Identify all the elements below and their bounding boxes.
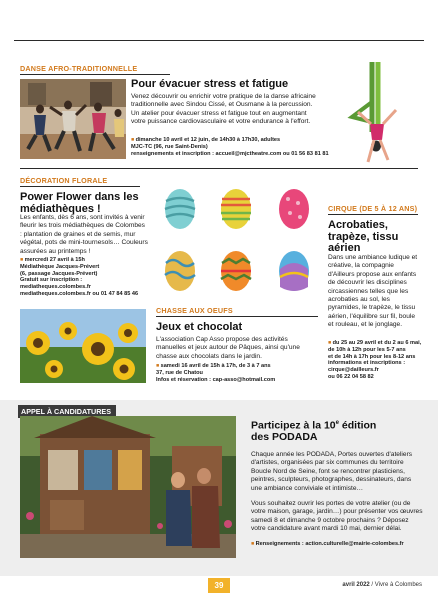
- podada-info: ■ Renseignements : action.culturelle@mairie-colombes.fr: [251, 541, 404, 547]
- bullet-icon: ■: [251, 541, 256, 547]
- section-rule-cirque: [328, 214, 418, 215]
- paques-info: ■ samedi 16 avril de 15h à 17h, de 3 à 7 ans 37, rue de Chatou Infos et réservation : cap-asso@hotmail.com: [156, 363, 276, 383]
- egg-icon: [165, 189, 195, 229]
- section-rule-danse: [20, 74, 170, 75]
- section-label-florale: DÉCORATION FLORALE: [20, 176, 108, 185]
- bullet-icon: ■: [20, 257, 25, 263]
- aerial-dancer-illustration: [338, 62, 408, 172]
- top-rule: [14, 40, 424, 41]
- florale-body: Les enfants, dès 6 ans, sont invités à venir fleurir les trois médiathèques de Colombes : plantation de graines et de semis, mur végétal, pots de mini-tournesols… Couleurs assurées au printemps !: [20, 214, 148, 255]
- bullet-icon: ■: [156, 363, 161, 369]
- florale-title: Power Flower dans les médiathèques !: [20, 191, 139, 215]
- egg-icon: [279, 189, 309, 229]
- section-label-paques: CHASSE AUX OEUFS: [156, 306, 233, 315]
- danse-body: Venez découvrir ou enrichir votre pratique de la danse africaine traditionnelle avec Sindou Cissé, et Ousmane à la percussion. Un atelier pour évacuer stress et fatigue tout en augmentant votre puissance cardiovasculaire et votre endurance à l'effort.: [131, 93, 316, 126]
- egg-icon: [221, 189, 251, 229]
- easter-eggs-illustration: [158, 183, 318, 299]
- podada-title: Participez à la 10e édition des PODADA: [251, 419, 377, 443]
- cirque-body: Dans une ambiance ludique et créative, la compagnie d'Ailleurs propose aux enfants de découvrir les disciplines circassiennes telles que les acrobaties au sol, les pyramides, le trapèze, le tissu aérien, l'équilibre sur fil, boule et rouleau, et le jonglage.: [328, 254, 418, 329]
- artist-workshop-photo: [20, 416, 236, 558]
- section-label-cirque: CIRQUE (DE 5 À 12 ANS): [328, 204, 418, 213]
- podada-body-2: Vous souhaitez ouvrir les portes de votre atelier (ou de votre maison, garage, jardin…) pour présenter vos œuvres samedi 8 et dimanche 9 octobre prochains ? Déposez votre candidature avant mardi 10 mai, dernier délai.: [251, 500, 423, 533]
- section-label-danse: DANSE AFRO-TRADITIONNELLE: [20, 64, 138, 73]
- paques-title: Jeux et chocolat: [156, 321, 243, 333]
- cirque-info: ■ du 25 au 29 avril et du 2 au 6 mai, de 10h à 12h pour les 5-7 ans et de 14h à 17h pour les 8-12 ans informations et inscriptions : cirque@dailleurs.fr ou 06 22 04 58 82: [328, 340, 422, 380]
- bullet-icon: ■: [328, 340, 333, 346]
- bullet-icon: ■: [131, 137, 136, 143]
- egg-icon: [221, 251, 251, 291]
- egg-icon: [279, 251, 309, 291]
- page-number: 39: [208, 578, 230, 593]
- divider-1: [20, 168, 418, 169]
- podada-body-1: Chaque année les PODADA, Portes ouvertes d'ateliers d'artistes, organisées par six communes du territoire Boucle Nord de Seine, font se rencontrer plasticiens, peintres, sculpteurs, photographes, dessinateurs, dans une ambiance conviviale et intimiste…: [251, 451, 413, 492]
- danse-title: Pour évacuer stress et fatigue: [131, 78, 289, 90]
- section-rule-florale: [20, 186, 140, 187]
- danse-info: ■ dimanche 10 avril et 12 juin, de 14h30 à 17h30, adultes MJC-TC (96, rue Saint-Denis) renseignements et inscription : accueil@mjctheatre.com ou 01 56 83 81 81: [131, 137, 329, 157]
- egg-icon: [165, 251, 195, 291]
- cirque-title: Acrobaties, trapèze, tissu aérien: [328, 219, 399, 255]
- footer-issue: avril 2022 / Vivre à Colombes: [342, 582, 422, 588]
- section-label-podada: APPEL À CANDIDATURES: [18, 405, 116, 418]
- paques-body: L'association Cap Asso propose des activités manuelles et jeux autour de Pâques, ainsi qu'une chasse aux chocolats dans le jardin.: [156, 336, 300, 360]
- section-rule-paques: [156, 316, 318, 317]
- sunflower-photo: [20, 309, 146, 383]
- florale-info: ■ mercredi 27 avril à 15h Médiathèque Jacques-Prévert (6, passage Jacques-Prévert) Gratuit sur inscription : mediatheques.colombes.fr mediatheques.colombes.fr ou 01 47 84 85 46: [20, 257, 139, 297]
- dance-photo: [20, 79, 126, 159]
